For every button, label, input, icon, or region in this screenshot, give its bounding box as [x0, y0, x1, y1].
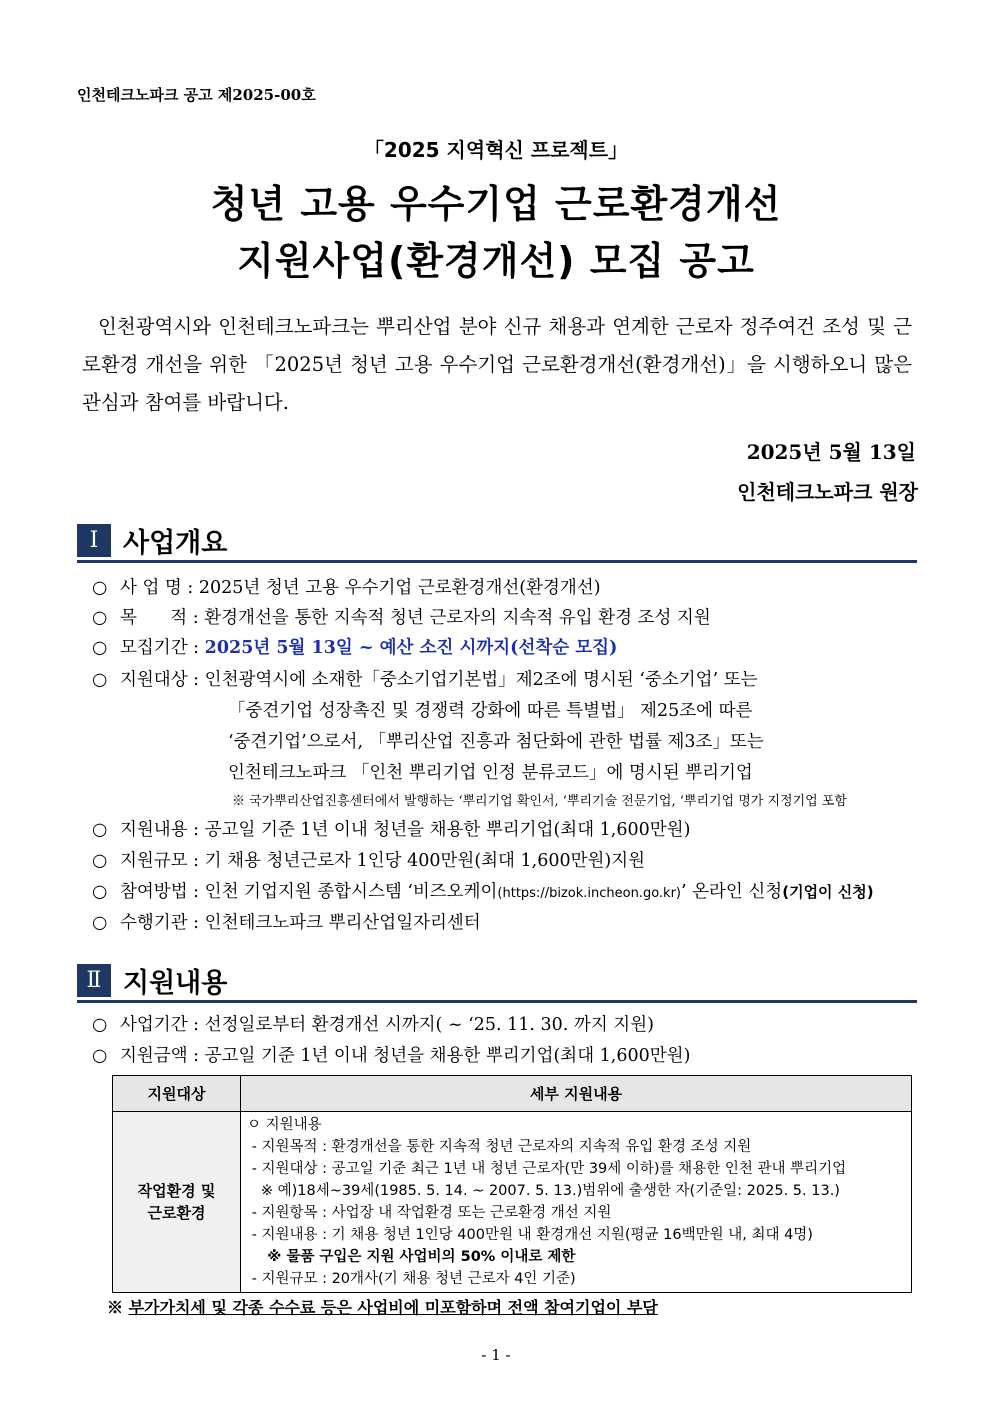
notice-date: 2025년 5월 13일: [746, 440, 916, 464]
detail-line: - 지원내용 : 기 채용 청년 1인당 400만원 내 환경개선 지원(평균 16백만원 내, 최대 4명): [247, 1227, 813, 1243]
target-cont-1: 「중견기업 성장촉진 및 경쟁력 강화에 따른 특별법」 제25조에 따른: [228, 701, 753, 721]
page-number: - 1 -: [481, 1346, 511, 1364]
item-support-scale: ○ 지원규모 : 기 채용 청년근로자 1인당 400만원(최대 1,600만원)지원: [92, 851, 646, 871]
item-project-name: ○ 사 업 명 : 2025년 청년 고용 우수기업 근로환경개선(환경개선): [92, 578, 601, 598]
table-header-target: 지원대상: [113, 1076, 241, 1112]
detail-line: - 지원대상 : 공고일 기준 최근 1년 내 청년 근로자(만 39세 이하)를 채용한 인천 관내 뿌리기업: [247, 1161, 847, 1177]
table-header-row: [113, 1076, 912, 1112]
item-participation: ○ 참여방법 : 인천 기업지원 종합시스템 ‘비즈오케이(https://bizok.incheon.go.kr)’ 온라인 신청(기업이 신청): [92, 882, 874, 902]
detail-line: ※ 물품 구입은 지원 사업비의 50% 이내로 제한: [247, 1249, 576, 1265]
target-cont-3: 인천테크노파크 「인천 뿌리기업 인정 분류코드」에 명시된 뿌리기업: [228, 763, 753, 783]
section-2-header: [77, 962, 917, 1003]
detail-line: ㅇ 지원내용: [247, 1117, 322, 1133]
section-2-numeral: Ⅱ: [77, 964, 111, 997]
target-note: ※ 국가뿌리산업진흥센터에서 발행하는 ‘뿌리기업 확인서, ‘뿌리기술 전문기업, ‘뿌리기업 명가 지정기업 포함: [232, 794, 847, 809]
table-detail-cell: [241, 1112, 912, 1293]
table-row: [113, 1112, 912, 1293]
detail-line: - 지원규모 : 20개사(기 채용 청년 근로자 4인 기준): [247, 1271, 576, 1287]
detail-line: - 지원항목 : 사업장 내 작업환경 또는 근로환경 개선 지원: [247, 1205, 612, 1221]
notice-number: 인천테크노파크 공고 제2025-00호: [77, 86, 316, 104]
item-recruit-period: ○ 모집기간 : 2025년 5월 13일 ~ 예산 소진 시까지(선착순 모집): [92, 638, 618, 658]
section-1-title: 사업개요: [123, 528, 228, 559]
target-cont-2: ‘중견기업’으로서, 「뿌리산업 진흥과 첨단화에 관한 법률 제3조」또는: [228, 732, 764, 752]
footnote: ※ 부가가치세 및 각종 수수료 등은 사업비에 미포함하며 전액 참여기업이 부담: [107, 1298, 658, 1317]
bizok-link[interactable]: (https://bizok.incheon.go.kr): [497, 886, 681, 901]
section-2-title: 지원내용: [123, 968, 228, 999]
item-support-content: ○ 지원내용 : 공고일 기준 1년 이내 청년을 채용한 뿌리기업(최대 1,600만원): [92, 820, 691, 840]
support-table: [112, 1075, 912, 1293]
detail-line: ※ 예)18세~39세(1985. 5. 14. ~ 2007. 5. 13.)범위에 출생한 자(기준일: 2025. 5. 13.): [247, 1183, 840, 1199]
issuer-name: 인천테크노파크 원장: [737, 480, 918, 504]
section-1-numeral: Ⅰ: [77, 524, 111, 557]
item-target: ○ 지원대상 : 인천광역시에 소재한「중소기업기본법」제2조에 명시된 ‘중소기업’ 또는: [92, 670, 758, 690]
title-line-1: 청년 고용 우수기업 근로환경개선: [210, 182, 782, 226]
table-category-cell: 작업환경 및 근로환경: [113, 1112, 241, 1293]
item-support-amount: ○ 지원금액 : 공고일 기준 1년 이내 청년을 채용한 뿌리기업(최대 1,600만원): [92, 1046, 691, 1066]
item-purpose: ○ 목 적 : 환경개선을 통한 지속적 청년 근로자의 지속적 유입 환경 조성 지원: [92, 608, 711, 628]
title-line-2: 지원사업(환경개선) 모집 공고: [237, 239, 755, 283]
intro-paragraph: 인천광역시와 인천테크노파크는 뿌리산업 분야 신규 채용과 연계한 근로자 정주여건 조성 및 근로환경 개선을 위한 「2025년 청년 고용 우수기업 근로환경개선(환경개선)」을 시행하오니 많은 관심과 참여를 바랍니다.: [82, 315, 912, 414]
detail-line: - 지원목적 : 환경개선을 통한 지속적 청년 근로자의 지속적 유입 환경 조성 지원: [247, 1139, 752, 1155]
title-subtitle: 「2025 지역혁신 프로젝트」: [363, 138, 629, 162]
item-project-period: ○ 사업기간 : 선정일로부터 환경개선 시까지( ~ ‘25. 11. 30. 까지 지원): [92, 1015, 654, 1035]
section-1-header: [77, 522, 917, 563]
item-agency: ○ 수행기관 : 인천테크노파크 뿌리산업일자리센터: [92, 913, 481, 933]
table-header-detail: 세부 지원내용: [241, 1076, 912, 1112]
